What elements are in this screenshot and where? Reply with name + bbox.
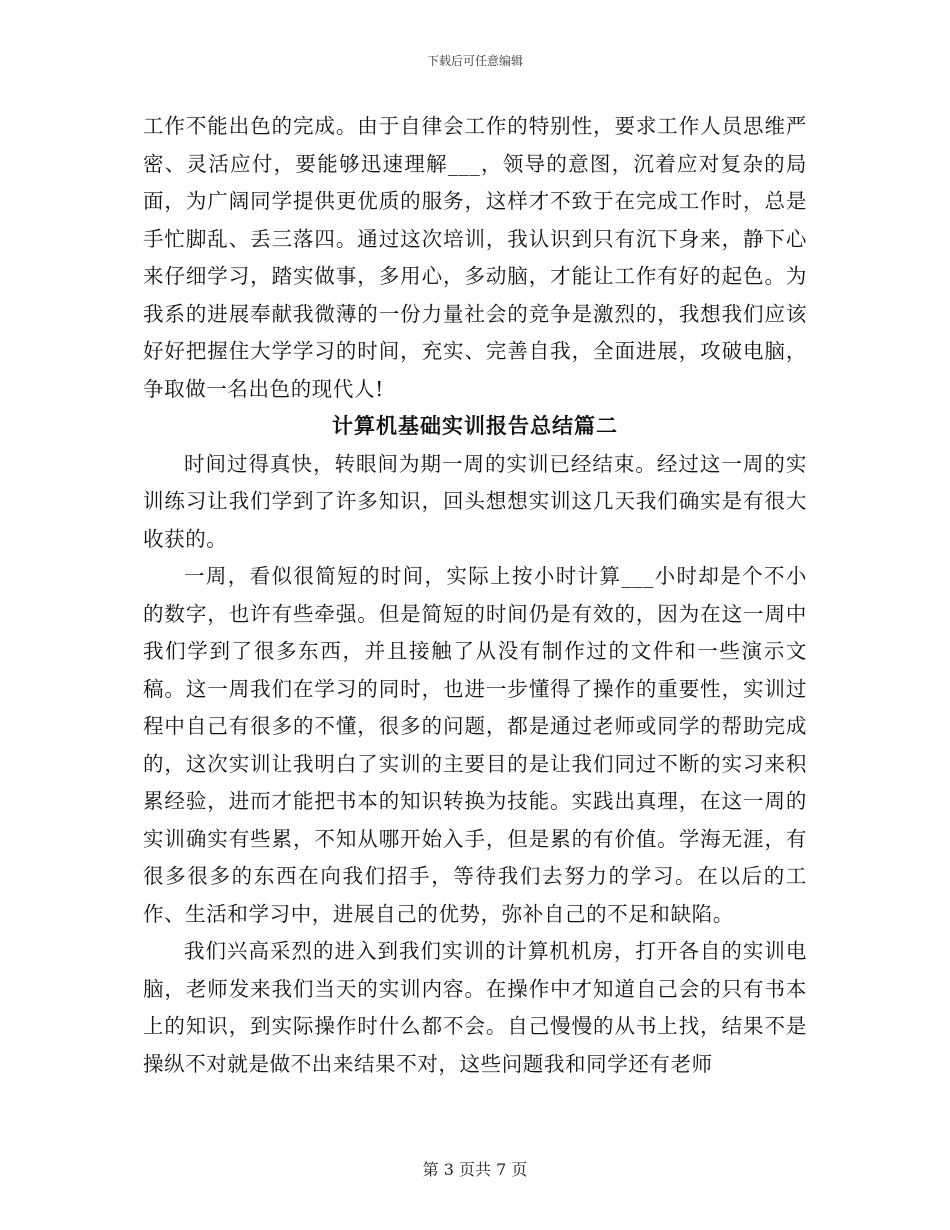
paragraph: 时间过得真快，转眼间为期一周的实训已经结束。经过这一周的实训练习让我们学到了许多知识，回头想想实训这几天我们确实是有很大收获的。	[143, 451, 807, 551]
page-header: 下载后可任意编辑	[426, 54, 523, 68]
paragraph: 我们兴高采烈的进入到我们实训的计算机机房，打开各自的实训电脑，老师发来我们当天的实训内容。在操作中才知道自己会的只有书本上的知识，到实际操作时什么都不会。自己慢慢的从书上找，结果不是操纵不对就是做不出来结果不对，这些问题我和同学还有老师	[143, 939, 807, 1076]
document-body	[143, 108, 807, 1083]
page-number: 第 3 页共 7 页	[422, 1160, 528, 1179]
section-title: 计算机基础实训报告总结篇二	[332, 414, 618, 438]
paragraph: 一周，看似很简短的时间，实际上按小时计算___小时却是个不小的数字，也许有些牵强。但是简短的时间仍是有效的，因为在这一周中我们学到了很多东西，并且接触了从没有制作过的文件和一些演示文稿。这一周我们在学习的同时，也进一步懂得了操作的重要性，实训过程中自己有很多的不懂，很多的问题，都是通过老师或同学的帮助完成的，这次实训让我明白了实训的主要目的是让我们同过不断的实习来积累经验，进而才能把书本的知识转换为技能。实践出真理，在这一周的实训确实有些累，不知从哪开始入手，但是累的有价值。学海无涯，有很多很多的东西在向我们招手，等待我们去努力的学习。在以后的工作、生活和学习中，进展自己的优势，弥补自己的不足和缺陷。	[143, 564, 807, 926]
paragraph-continued: 工作不能出色的完成。由于自律会工作的特别性，要求工作人员思维严密、灵活应付，要能够迅速理解___，领导的意图，沉着应对复杂的局面，为广阔同学提供更优质的服务，这样才不致于在完成工作时，总是手忙脚乱、丢三落四。通过这次培训，我认识到只有沉下身来，静下心来仔细学习，踏实做事，多用心，多动脑，才能让工作有好的起色。为我系的进展奉献我微薄的一份力量社会的竞争是激烈的，我想我们应该好好把握住大学学习的时间，充实、完善自我，全面进展，攻破电脑，争取做一名出色的现代人!	[143, 114, 807, 401]
